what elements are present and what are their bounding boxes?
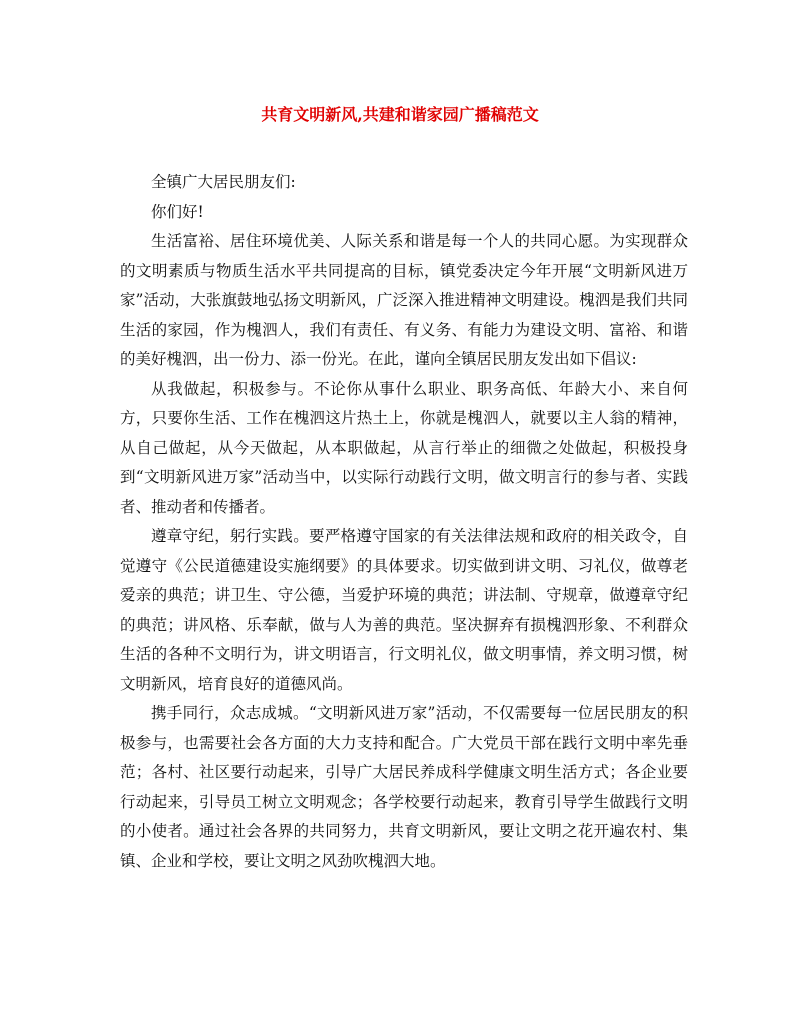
paragraph-start-from-me: 从我做起，积极参与。不论你从事什么职业、职务高低、年龄大小、来自何方，只要你生活、工作在槐泗这片热土上，你就是槐泗人，就要以主人翁的精神，从自己做起，从今天做起，从本职做起，从言行举止的细微之处做起，积极投身到“文明新风进万家”活动当中，以实际行动践行文明，做文明言行的参与者、实践者、推动者和传播者。 <box>120 379 688 516</box>
paragraph-hand-in-hand: 携手同行，众志成城。“文明新风进万家”活动，不仅需要每一位居民朋友的积极参与，也需要社会各方面的大力支持和配合。广大党员干部在践行文明中率先垂范；各村、社区要行动起来，引导广大居民养成科学健康文明生活方式；各企业要行动起来，引导员工树立文明观念；各学校要行动起来，教育引导学生做践行文明的小使者。通过社会各界的共同努力，共育文明新风，要让文明之花开遍农村、集镇、企业和学校，要让文明之风劲吹槐泗大地。 <box>120 704 688 870</box>
greeting: 你们好! <box>151 202 204 221</box>
salutation: 全镇广大居民朋友们: <box>151 173 296 191</box>
document-body <box>120 168 688 876</box>
document-title: 共育文明新风,共建和谐家园广播稿范文 <box>261 105 539 124</box>
paragraph-intro: 生活富裕、居住环境优美、人际关系和谐是每一个人的共同心愿。为实现群众的文明素质与物质生活水平共同提高的目标，镇党委决定今年开展“文明新风进万家”活动，大张旗鼓地弘扬文明新风，广泛深入推进精神文明建设。槐泗是我们共同生活的家园，作为槐泗人，我们有责任、有义务、有能力为建设文明、富裕、和谐的美好槐泗，出一份力、添一份光。在此，谨向全镇居民朋友发出如下倡议: <box>120 232 688 368</box>
paragraph-obey-rules: 遵章守纪，躬行实践。要严格遵守国家的有关法律法规和政府的相关政令，自觉遵守《公民道德建设实施纲要》的具体要求。切实做到讲文明、习礼仪，做尊老爱亲的典范；讲卫生、守公德，当爱护环境的典范；讲法制、守规章，做遵章守纪的典范；讲风格、乐奉献，做与人为善的典范。坚决摒弃有损槐泗形象、不利群众生活的各种不文明行为，讲文明语言，行文明礼仪，做文明事情，养文明习惯，树文明新风，培育良好的道德风尚。 <box>120 527 688 693</box>
